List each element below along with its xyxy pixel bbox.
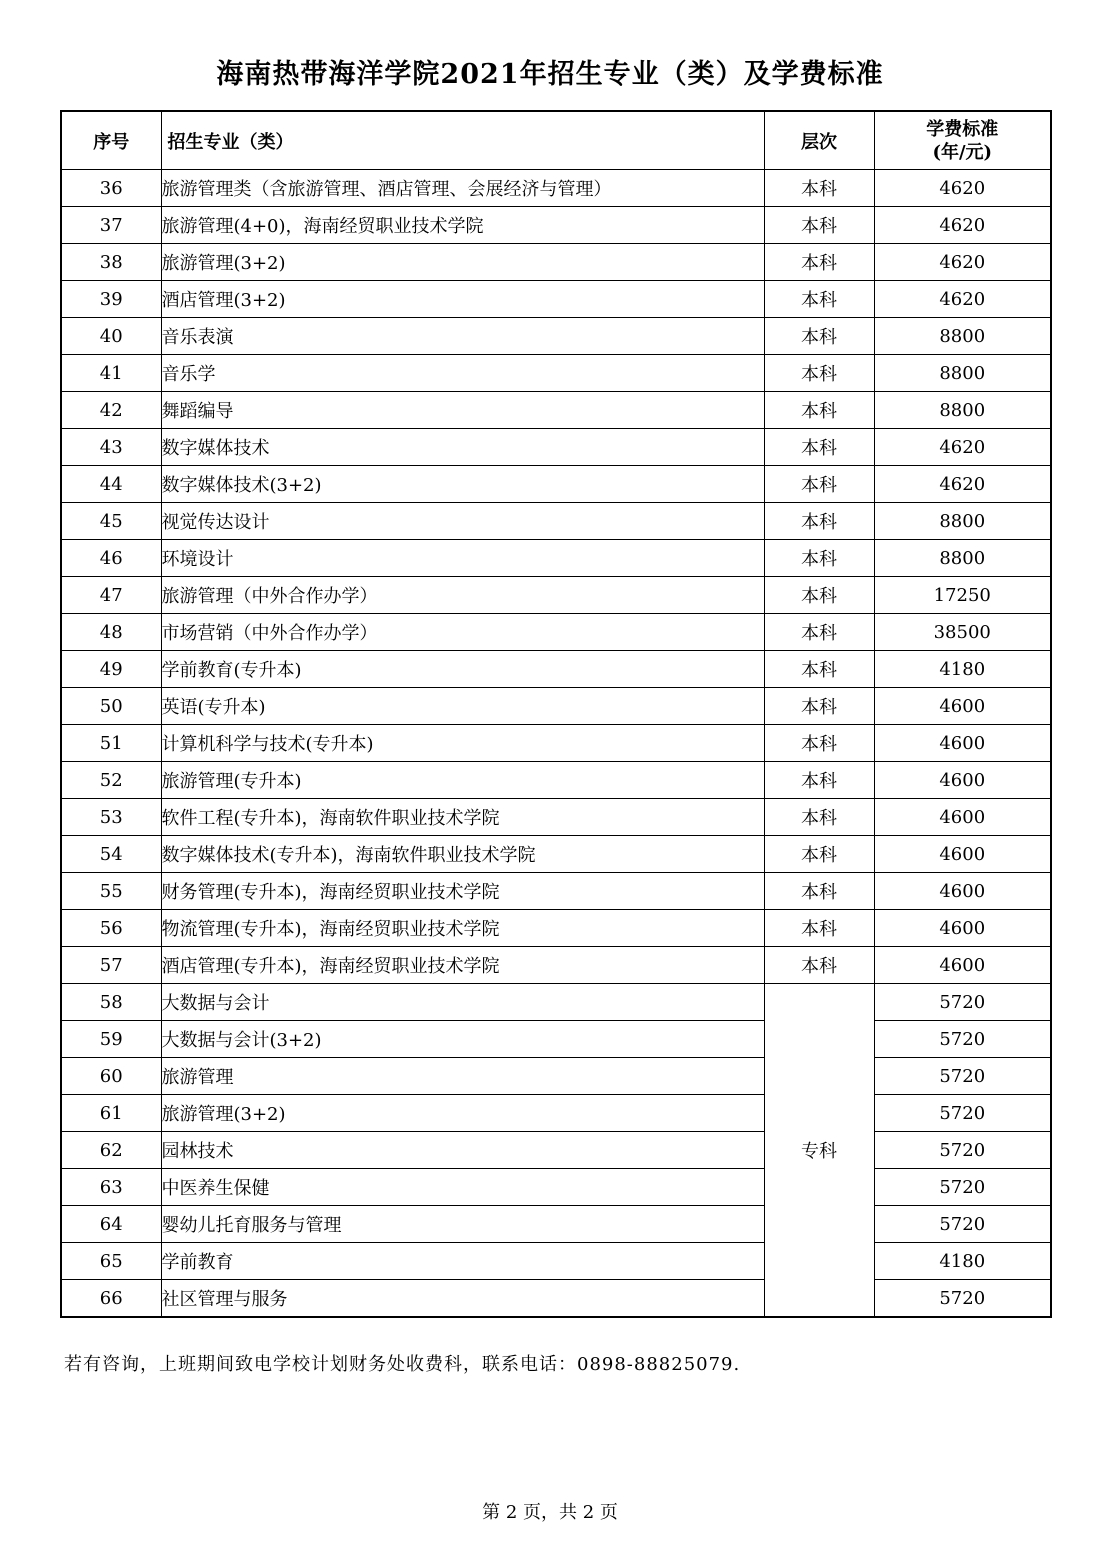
row-level: 本科	[764, 466, 874, 503]
table-row	[61, 207, 1051, 244]
row-fee: 17250	[874, 577, 1051, 614]
row-major: 英语(专升本)	[161, 688, 764, 725]
row-level: 本科	[764, 836, 874, 873]
page-title: 海南热带海洋学院2021年招生专业（类）及学费标准	[216, 59, 884, 90]
row-index: 51	[61, 725, 161, 762]
vocational-level-cell: 专科	[764, 984, 874, 1318]
row-index: 37	[61, 207, 161, 244]
row-index: 50	[61, 688, 161, 725]
row-index: 49	[61, 651, 161, 688]
header-fee-line2: (年/元)	[932, 141, 993, 163]
table-row	[61, 392, 1051, 429]
row-index: 56	[61, 910, 161, 947]
row-major: 市场营销（中外合作办学）	[161, 614, 764, 651]
row-major: 大数据与会计	[161, 984, 764, 1021]
row-index: 61	[61, 1095, 161, 1132]
row-major: 旅游管理类（含旅游管理、酒店管理、会展经济与管理）	[161, 170, 764, 207]
row-index: 57	[61, 947, 161, 984]
table-row	[61, 466, 1051, 503]
row-level: 本科	[764, 614, 874, 651]
table-row	[61, 614, 1051, 651]
row-index: 45	[61, 503, 161, 540]
table-row	[61, 281, 1051, 318]
header-index: 序号	[61, 111, 161, 170]
row-index: 39	[61, 281, 161, 318]
header-fee-line1: 学费标准	[926, 118, 999, 140]
row-fee: 4600	[874, 836, 1051, 873]
row-fee: 4600	[874, 947, 1051, 984]
row-index: 46	[61, 540, 161, 577]
row-index: 64	[61, 1206, 161, 1243]
row-level: 本科	[764, 355, 874, 392]
table-row	[61, 503, 1051, 540]
table-row	[61, 244, 1051, 281]
table-row	[61, 577, 1051, 614]
row-fee: 4600	[874, 799, 1051, 836]
row-fee: 4620	[874, 281, 1051, 318]
table-row	[61, 1243, 1051, 1280]
table-row	[61, 1280, 1051, 1318]
row-major: 软件工程(专升本)，海南软件职业技术学院	[161, 799, 764, 836]
row-major: 音乐表演	[161, 318, 764, 355]
row-index: 53	[61, 799, 161, 836]
tuition-table	[60, 110, 1052, 1318]
row-level: 本科	[764, 281, 874, 318]
table-row	[61, 1058, 1051, 1095]
table-row	[61, 799, 1051, 836]
row-fee: 8800	[874, 318, 1051, 355]
header-fee	[874, 111, 1051, 170]
row-level: 本科	[764, 910, 874, 947]
row-index: 63	[61, 1169, 161, 1206]
table-row	[61, 318, 1051, 355]
row-fee: 8800	[874, 503, 1051, 540]
row-fee: 8800	[874, 392, 1051, 429]
row-index: 47	[61, 577, 161, 614]
row-index: 41	[61, 355, 161, 392]
row-major: 财务管理(专升本)，海南经贸职业技术学院	[161, 873, 764, 910]
table-row	[61, 1095, 1051, 1132]
row-major: 视觉传达设计	[161, 503, 764, 540]
row-major: 旅游管理(3+2)	[161, 1095, 764, 1132]
table-header-row	[61, 111, 1051, 170]
row-major: 环境设计	[161, 540, 764, 577]
row-fee: 8800	[874, 355, 1051, 392]
row-major: 旅游管理(4+0)，海南经贸职业技术学院	[161, 207, 764, 244]
row-level: 本科	[764, 577, 874, 614]
row-major: 数字媒体技术	[161, 429, 764, 466]
row-level: 本科	[764, 207, 874, 244]
table-row	[61, 762, 1051, 799]
row-fee: 5720	[874, 1058, 1051, 1095]
row-major: 学前教育(专升本)	[161, 651, 764, 688]
table-row	[61, 836, 1051, 873]
row-index: 44	[61, 466, 161, 503]
row-index: 48	[61, 614, 161, 651]
table-row	[61, 984, 1051, 1021]
row-fee: 4180	[874, 651, 1051, 688]
row-fee: 4600	[874, 725, 1051, 762]
row-level: 本科	[764, 947, 874, 984]
row-major: 大数据与会计(3+2)	[161, 1021, 764, 1058]
row-fee: 5720	[874, 1169, 1051, 1206]
row-level: 本科	[764, 762, 874, 799]
row-fee: 5720	[874, 1021, 1051, 1058]
row-fee: 4620	[874, 244, 1051, 281]
row-major: 数字媒体技术(3+2)	[161, 466, 764, 503]
row-major: 旅游管理（中外合作办学）	[161, 577, 764, 614]
row-fee: 5720	[874, 1095, 1051, 1132]
row-major: 酒店管理(专升本)，海南经贸职业技术学院	[161, 947, 764, 984]
row-fee: 4620	[874, 170, 1051, 207]
row-fee: 4600	[874, 688, 1051, 725]
row-level: 本科	[764, 873, 874, 910]
row-level: 本科	[764, 244, 874, 281]
row-fee: 4600	[874, 762, 1051, 799]
row-index: 42	[61, 392, 161, 429]
row-level: 本科	[764, 799, 874, 836]
row-level: 本科	[764, 651, 874, 688]
table-row	[61, 1206, 1051, 1243]
table-row	[61, 947, 1051, 984]
row-index: 43	[61, 429, 161, 466]
table-row	[61, 651, 1051, 688]
row-index: 54	[61, 836, 161, 873]
row-level: 本科	[764, 688, 874, 725]
table-row	[61, 688, 1051, 725]
header-level: 层次	[764, 111, 874, 170]
row-fee: 4620	[874, 429, 1051, 466]
row-level: 本科	[764, 429, 874, 466]
row-fee: 4600	[874, 873, 1051, 910]
table-row	[61, 170, 1051, 207]
page-number: 第 2 页，共 2 页	[482, 1502, 618, 1523]
row-major: 园林技术	[161, 1132, 764, 1169]
header-major: 招生专业（类）	[161, 111, 764, 170]
contact-footnote: 若有咨询，上班期间致电学校计划财务处收费科，联系电话：0898-88825079.	[64, 1354, 741, 1375]
table-row	[61, 910, 1051, 947]
row-index: 38	[61, 244, 161, 281]
row-fee: 4600	[874, 910, 1051, 947]
table-row	[61, 1021, 1051, 1058]
row-major: 计算机科学与技术(专升本)	[161, 725, 764, 762]
row-index: 60	[61, 1058, 161, 1095]
table-row	[61, 873, 1051, 910]
row-major: 物流管理(专升本)，海南经贸职业技术学院	[161, 910, 764, 947]
table-row	[61, 540, 1051, 577]
row-fee: 5720	[874, 1206, 1051, 1243]
row-index: 59	[61, 1021, 161, 1058]
row-fee: 4180	[874, 1243, 1051, 1280]
row-level: 本科	[764, 503, 874, 540]
row-major: 学前教育	[161, 1243, 764, 1280]
table-body	[61, 170, 1051, 1318]
row-fee: 5720	[874, 1132, 1051, 1169]
row-level: 本科	[764, 392, 874, 429]
row-level: 本科	[764, 170, 874, 207]
table-row	[61, 429, 1051, 466]
row-major: 旅游管理(3+2)	[161, 244, 764, 281]
table-row	[61, 725, 1051, 762]
row-index: 40	[61, 318, 161, 355]
row-major: 旅游管理	[161, 1058, 764, 1095]
row-index: 62	[61, 1132, 161, 1169]
row-fee: 38500	[874, 614, 1051, 651]
table-row	[61, 355, 1051, 392]
row-index: 55	[61, 873, 161, 910]
row-level: 本科	[764, 540, 874, 577]
row-index: 58	[61, 984, 161, 1021]
row-fee: 4620	[874, 466, 1051, 503]
table-row	[61, 1169, 1051, 1206]
row-fee: 8800	[874, 540, 1051, 577]
row-major: 社区管理与服务	[161, 1280, 764, 1318]
row-major: 舞蹈编导	[161, 392, 764, 429]
row-index: 65	[61, 1243, 161, 1280]
row-major: 旅游管理(专升本)	[161, 762, 764, 799]
row-major: 酒店管理(3+2)	[161, 281, 764, 318]
row-fee: 5720	[874, 984, 1051, 1021]
row-level: 本科	[764, 725, 874, 762]
row-index: 52	[61, 762, 161, 799]
row-level: 本科	[764, 318, 874, 355]
row-major: 音乐学	[161, 355, 764, 392]
row-major: 婴幼儿托育服务与管理	[161, 1206, 764, 1243]
row-fee: 5720	[874, 1280, 1051, 1318]
table-row	[61, 1132, 1051, 1169]
row-index: 36	[61, 170, 161, 207]
row-fee: 4620	[874, 207, 1051, 244]
row-index: 66	[61, 1280, 161, 1318]
row-major: 中医养生保健	[161, 1169, 764, 1206]
row-major: 数字媒体技术(专升本)，海南软件职业技术学院	[161, 836, 764, 873]
